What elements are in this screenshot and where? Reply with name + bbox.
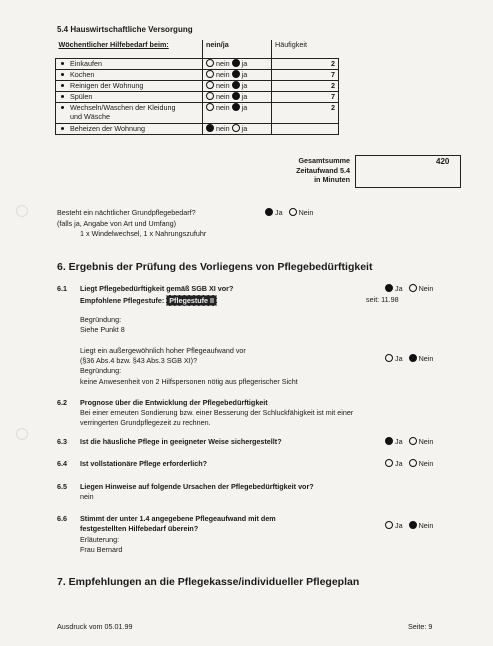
radio-nein[interactable] xyxy=(206,59,214,67)
binder-hole xyxy=(16,205,28,217)
table-row xyxy=(56,103,339,124)
ja-label: Ja xyxy=(275,208,283,217)
q64-question: Ist vollstationäre Pflege erforderlich? xyxy=(80,459,208,468)
radio-nein[interactable] xyxy=(206,92,214,100)
total-label-line2: Zeitaufwand 5.4 xyxy=(296,165,350,175)
ja-label: Ja xyxy=(395,437,403,446)
q61-reason-label: Begründung: xyxy=(80,315,122,324)
radio-nein[interactable] xyxy=(289,208,297,216)
row-label: Beheizen der Wohnung xyxy=(70,124,145,133)
footer-page-number: Seite: 9 xyxy=(408,622,433,631)
q66-number: 6.6 xyxy=(57,514,67,523)
q61-sub xyxy=(80,295,217,306)
nein-label: Nein xyxy=(418,437,434,446)
nein-label: Nein xyxy=(418,354,434,363)
q61b-options xyxy=(385,354,433,363)
care-table xyxy=(55,40,339,135)
nein-label: Nein xyxy=(298,208,314,217)
section-6-heading: 6. Ergebnis der Prüfung des Vorliegens von Pflegebedürftigkeit xyxy=(57,261,373,273)
q65-question: Liegen Hinweise auf folgende Ursachen der Pflegebedürftigkeit vor? xyxy=(80,482,314,491)
radio-nein[interactable] xyxy=(409,354,417,362)
radio-ja[interactable] xyxy=(265,208,273,216)
radio-ja[interactable] xyxy=(385,354,393,362)
radio-ja[interactable] xyxy=(385,521,393,529)
q65-answer: nein xyxy=(80,492,94,501)
q61-options xyxy=(385,284,433,293)
col-need-header: Wöchentlicher Hilfebedarf beim: xyxy=(56,40,203,59)
total-label-line1: Gesamtsumme xyxy=(298,156,350,165)
q62-number: 6.2 xyxy=(57,398,67,407)
radio-ja[interactable] xyxy=(232,70,240,78)
radio-ja[interactable] xyxy=(232,81,240,89)
nein-label: nein xyxy=(216,124,230,133)
row-frequency xyxy=(272,124,339,135)
q61-question: Liegt Pflegebedürftigkeit gemäß SGB XI vor? xyxy=(80,284,234,293)
q61b-reason-label: Begründung: xyxy=(80,366,122,375)
nein-label: nein xyxy=(216,70,230,79)
nein-label: nein xyxy=(216,81,230,90)
row-label-cont: und Wäsche xyxy=(70,112,110,121)
q62-text-line2: verringerten Grundpflegezeit zu rechnen. xyxy=(80,418,211,427)
radio-nein[interactable] xyxy=(206,124,214,132)
ja-label: ja xyxy=(241,124,248,133)
q66-options xyxy=(385,521,433,530)
radio-ja[interactable] xyxy=(232,103,240,111)
q64-options xyxy=(385,459,433,468)
row-label: Spülen xyxy=(70,92,93,101)
ja-label: Ja xyxy=(395,354,403,363)
q66-note: Frau Bernard xyxy=(80,545,123,554)
q62-text-line1: Bei einer erneuten Sondierung bzw. einer Besserung der Schluckfähigkeit ist mit einer xyxy=(80,408,354,417)
bullet-icon xyxy=(61,73,64,76)
radio-nein[interactable] xyxy=(206,70,214,78)
radio-ja[interactable] xyxy=(385,459,393,467)
row-label: Wechseln/Waschen der Kleidung xyxy=(70,103,176,112)
row-label: Reinigen der Wohnung xyxy=(70,81,144,90)
ja-label: Ja xyxy=(395,459,403,468)
radio-ja[interactable] xyxy=(385,437,393,445)
bullet-icon xyxy=(61,62,64,65)
q66-line2: festgestellten Hilfebedarf überein? xyxy=(80,524,199,533)
nein-label: Nein xyxy=(418,521,434,530)
night-question: Besteht ein nächtlicher Grundpflegebedarf? xyxy=(57,208,196,217)
q64-number: 6.4 xyxy=(57,459,67,468)
ja-label: Ja xyxy=(395,284,403,293)
total-label-line3: in Minuten xyxy=(314,175,350,184)
pflegestufe-stamp: Pflegestufe II xyxy=(166,295,217,306)
radio-ja[interactable] xyxy=(385,284,393,292)
q61b-line1: Liegt ein außergewöhnlich hoher Pflegeaufwand vor xyxy=(80,346,246,355)
table-row xyxy=(56,92,339,103)
nein-label: nein xyxy=(216,59,230,68)
radio-ja[interactable] xyxy=(232,124,240,132)
q62-question: Prognose über die Entwicklung der Pflegebedürftigkeit xyxy=(80,398,268,407)
col-freq-header: Häufigkeit xyxy=(272,40,339,59)
row-label: Kochen xyxy=(70,70,95,79)
radio-nein[interactable] xyxy=(206,81,214,89)
ja-label: ja xyxy=(241,81,248,90)
table-row xyxy=(56,124,339,135)
bullet-icon xyxy=(61,95,64,98)
total-label xyxy=(290,156,350,185)
radio-nein[interactable] xyxy=(409,521,417,529)
total-value: 420 xyxy=(436,157,450,166)
section-7-heading: 7. Empfehlungen an die Pflegekasse/individueller Pflegeplan xyxy=(57,576,360,588)
radio-nein[interactable] xyxy=(206,103,214,111)
radio-nein[interactable] xyxy=(409,284,417,292)
row-frequency: 2 xyxy=(272,59,339,70)
footer-print-date: Ausdruck vom 05.01.99 xyxy=(57,622,133,631)
ja-label: ja xyxy=(241,103,248,112)
col-yesno-header: nein/ja xyxy=(203,40,272,59)
table-row xyxy=(56,70,339,81)
care-table-header xyxy=(56,40,339,59)
row-frequency: 7 xyxy=(272,70,339,81)
bullet-icon xyxy=(61,84,64,87)
q61-sub-label: Empfohlene Pflegestufe: xyxy=(80,296,165,305)
ja-label: ja xyxy=(241,59,248,68)
ja-label: Ja xyxy=(395,521,403,530)
row-label: Einkaufen xyxy=(70,59,102,68)
q66-note-label: Erläuterung: xyxy=(80,535,120,544)
q63-options xyxy=(385,437,433,446)
nein-label: nein xyxy=(216,92,230,101)
q61-number: 6.1 xyxy=(57,284,67,293)
q65-number: 6.5 xyxy=(57,482,67,491)
ja-label: ja xyxy=(241,92,248,101)
ja-label: ja xyxy=(241,70,248,79)
night-detail: 1 x Windelwechsel, 1 x Nahrungszufuhr xyxy=(80,229,207,238)
q63-question: Ist die häusliche Pflege in geeigneter Weise sichergestellt? xyxy=(80,437,282,446)
q61-since: seit: 11.98 xyxy=(366,295,399,304)
q63-number: 6.3 xyxy=(57,437,67,446)
radio-nein[interactable] xyxy=(409,459,417,467)
night-options xyxy=(265,208,313,217)
table-row xyxy=(56,59,339,70)
q66-line1: Stimmt der unter 1.4 angegebene Pflegeaufwand mit dem xyxy=(80,514,276,523)
row-frequency: 2 xyxy=(272,81,339,92)
nein-label: Nein xyxy=(418,459,434,468)
table-row xyxy=(56,81,339,92)
radio-ja[interactable] xyxy=(232,92,240,100)
row-frequency: 7 xyxy=(272,92,339,103)
bullet-icon xyxy=(61,127,64,130)
row-frequency: 2 xyxy=(272,103,339,124)
q61-reason: Siehe Punkt 8 xyxy=(80,325,125,334)
q61b-reason: keine Anwesenheit von 2 Hilfspersonen nötig aus pflegerischer Sicht xyxy=(80,377,298,386)
nein-label: Nein xyxy=(418,284,434,293)
bullet-icon xyxy=(61,106,64,109)
night-note: (falls ja, Angabe von Art und Umfang) xyxy=(57,219,177,228)
nein-label: nein xyxy=(216,103,230,112)
radio-ja[interactable] xyxy=(232,59,240,67)
binder-hole xyxy=(16,428,28,440)
section-5-4-title: 5.4 Hauswirtschaftliche Versorgung xyxy=(57,25,193,34)
q61b-line2: (§36 Abs.4 bzw. §43 Abs.3 SGB XI)? xyxy=(80,356,198,365)
radio-nein[interactable] xyxy=(409,437,417,445)
